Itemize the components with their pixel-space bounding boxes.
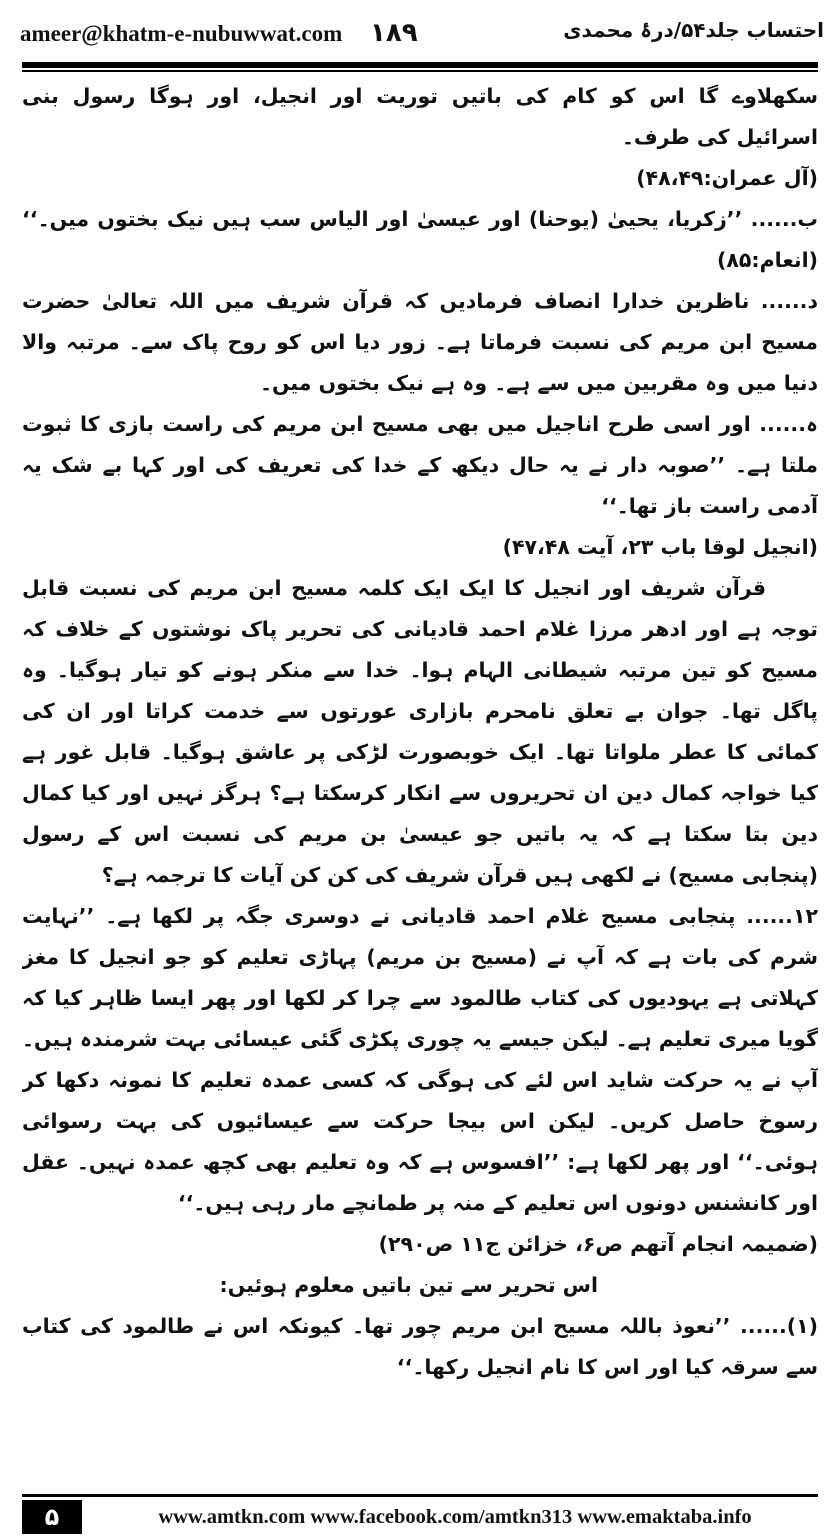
header-rule-thin [22, 70, 818, 72]
paragraph-12: ۱۲...... پنجابی مسیح غلام احمد قادیانی نے دوسری جگہ پر لکھا ہے۔ ’’نہایت شرم کی بات ہے کہ آپ نے (مسیح بن مریم) پہاڑی تعلیم کو جو انجیل کا مغز کہلاتی ہے یہودیوں کی کتاب طالمود سے چرا کر لکھا اور پھر ایسا ظاہر کیا کہ گویا میری تعلیم ہے۔ لیکن جیسے یہ چوری پکڑی گئی عیسائی بہت شرمندہ ہیں۔ آپ نے یہ حرکت شاید اس لئے کی ہوگی کہ کسی عمدہ تعلیم کا نمونہ دکھا کر رسوخ حاصل کریں۔ لیکن اس بیجا حرکت سے عیسائیوں کی بہت رسوائی ہوئی۔‘‘ اور پھر لکھا ہے: ’’افسوس ہے کہ وہ تعلیم بھی کچھ عمدہ نہیں۔ عقل اور کانشنس دونوں اس تعلیم کے منہ پر طمانچے مار رہی ہیں۔‘‘ [22, 904, 818, 1215]
page-footer [22, 1494, 818, 1534]
header-left [20, 18, 418, 48]
paragraph-d: د...... ناظرین خدارا انصاف فرمادیں کہ قرآن شریف میں اللہ تعالیٰ حضرت مسیح ابن مریم کی نسبت فرماتا ہے۔ زور دیا اس کو روح پاک سے۔ مرتبہ والا دنیا میں وہ مقربین میں سے ہے۔ وہ ہے نیک بختوں میں۔ [22, 289, 818, 395]
reference: (آل عمران:۴۸،۴۹) [636, 166, 818, 190]
header-rule [22, 62, 818, 68]
footer-rule [22, 1494, 818, 1497]
header-book-title: احتساب جلد۵۴/درۂ محمدی [563, 18, 824, 42]
footer-page-number: ۵ [22, 1500, 82, 1534]
paragraph-h: ہ...... اور اسی طرح اناجیل میں بھی مسیح ابن مریم کی راست بازی کا ثبوت ملتا ہے۔ ’’صوبہ دار نے یہ حال دیکھ کے خدا کی تعریف کی اور کہا بے شک یہ آدمی راست باز تھا۔‘‘ [22, 412, 818, 518]
reference: (انجیل لوقا باب ۲۳، آیت ۴۷،۴۸) [502, 535, 818, 559]
paragraph-1: (۱)...... ’’نعوذ باللہ مسیح ابن مریم چور تھا۔ کیونکہ اس نے طالمود کی کتاب سے سرقہ کیا اور اس کا نام انجیل رکھا۔‘‘ [22, 1314, 818, 1379]
header-email: ameer@khatm-e-nubuwwat.com [20, 21, 343, 46]
header-page-number: ۱۸۹ [370, 18, 418, 48]
text-line: سکھلاوے گا اس کو کام کی باتیں توریت اور انجیل، اور ہوگا رسول بنی اسرائیل کی طرف۔ [22, 84, 818, 149]
page-body [22, 76, 818, 1464]
paragraph-b: ب...... ’’زکریا، یحییٰ (یوحنا) اور عیسیٰ اور الیاس سب ہیں نیک بختوں میں۔‘‘ (انعام:۸۵) [22, 207, 818, 272]
footer-links[interactable]: www.amtkn.com www.facebook.com/amtkn313 www.emaktaba.info [158, 1506, 752, 1528]
paragraph-intro: اس تحریر سے تین باتیں معلوم ہوئیں: [219, 1273, 598, 1297]
reference: (ضمیمہ انجام آتھم ص۶، خزائن ج۱۱ ص۲۹۰) [378, 1232, 818, 1256]
paragraph-main: قرآن شریف اور انجیل کا ایک ایک کلمہ مسیح ابن مریم کی نسبت قابل توجہ ہے اور ادھر مرزا غلام احمد قادیانی کی تحریر پاک نوشتوں کے خلاف کہ مسیح کو تین مرتبہ شیطانی الہام ہوا۔ خدا سے منکر ہونے کو تیار ہوگیا۔ وہ پاگل تھا۔ جوان بے تعلق نامحرم بازاری عورتوں سے خدمت کراتا اور ان کی کمائی کا عطر ملواتا تھا۔ ایک خوبصورت لڑکی پر عاشق ہوگیا۔ قابل غور ہے کیا خواجہ کمال دین ان تحریروں سے انکار کرسکتا ہے؟ ہرگز نہیں اور کیا کمال دین بتا سکتا ہے کہ یہ باتیں جو عیسیٰ بن مریم کی نسبت اس کے رسول (پنجابی مسیح) نے لکھی ہیں قرآن شریف کی کن کن آیات کا ترجمہ ہے؟ [22, 576, 818, 887]
page-header [0, 0, 840, 58]
